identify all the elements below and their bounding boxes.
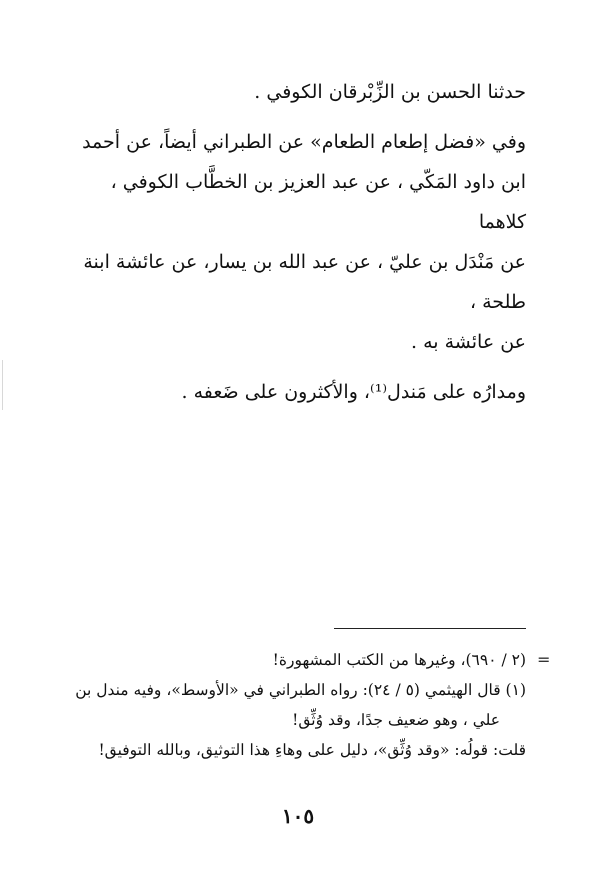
footnote-line-2: (١) قال الهيثمي (٥ / ٢٤): رواه الطبراني في «الأوسط»، وفيه مندل بن: [75, 681, 526, 699]
paragraph-gap: [60, 362, 526, 372]
text-line-4: عن مَنْدَل بن عليّ ، عن عبد الله بن يسار، عن عائشة ابنة طلحة ،: [83, 251, 526, 313]
main-text: [60, 72, 526, 412]
footnote-line-3: علي ، وهو ضعيف جدًا، وقد وُثِّق!: [292, 711, 500, 729]
paragraph-gap: [60, 112, 526, 122]
scan-edge-mark: [2, 360, 3, 410]
footnote-continuation-mark: =: [537, 650, 551, 669]
text-line-3: ابن داود المَكّي ، عن عبد العزيز بن الخطَّاب الكوفي ، كلاهما: [110, 171, 526, 233]
footnote-divider: [334, 628, 526, 629]
text-line-2: وفي «فضل إطعام الطعام» عن الطبراني أيضاً، عن أحمد: [82, 131, 526, 153]
text-line-5: عن عائشة به .: [411, 331, 526, 353]
text-line-6: ومدارُه على مَندل⁽¹⁾، والأكثرون على ضَعفه .: [181, 381, 526, 403]
footnotes: [60, 645, 526, 765]
text-line-1: حدثنا الحسن بن الزِّبْرقان الكوفي .: [254, 81, 526, 103]
footnote-line-4: قلت: قولُه: «وقد وُثِّق»، دليل على وهاءِ هذا التوثيق، وبالله التوفيق!: [98, 741, 526, 759]
page-number: ١٠٥: [281, 804, 315, 828]
footnote-line-1: (٢ / ٦٩٠)، وغيرها من الكتب المشهورة!: [272, 651, 526, 669]
